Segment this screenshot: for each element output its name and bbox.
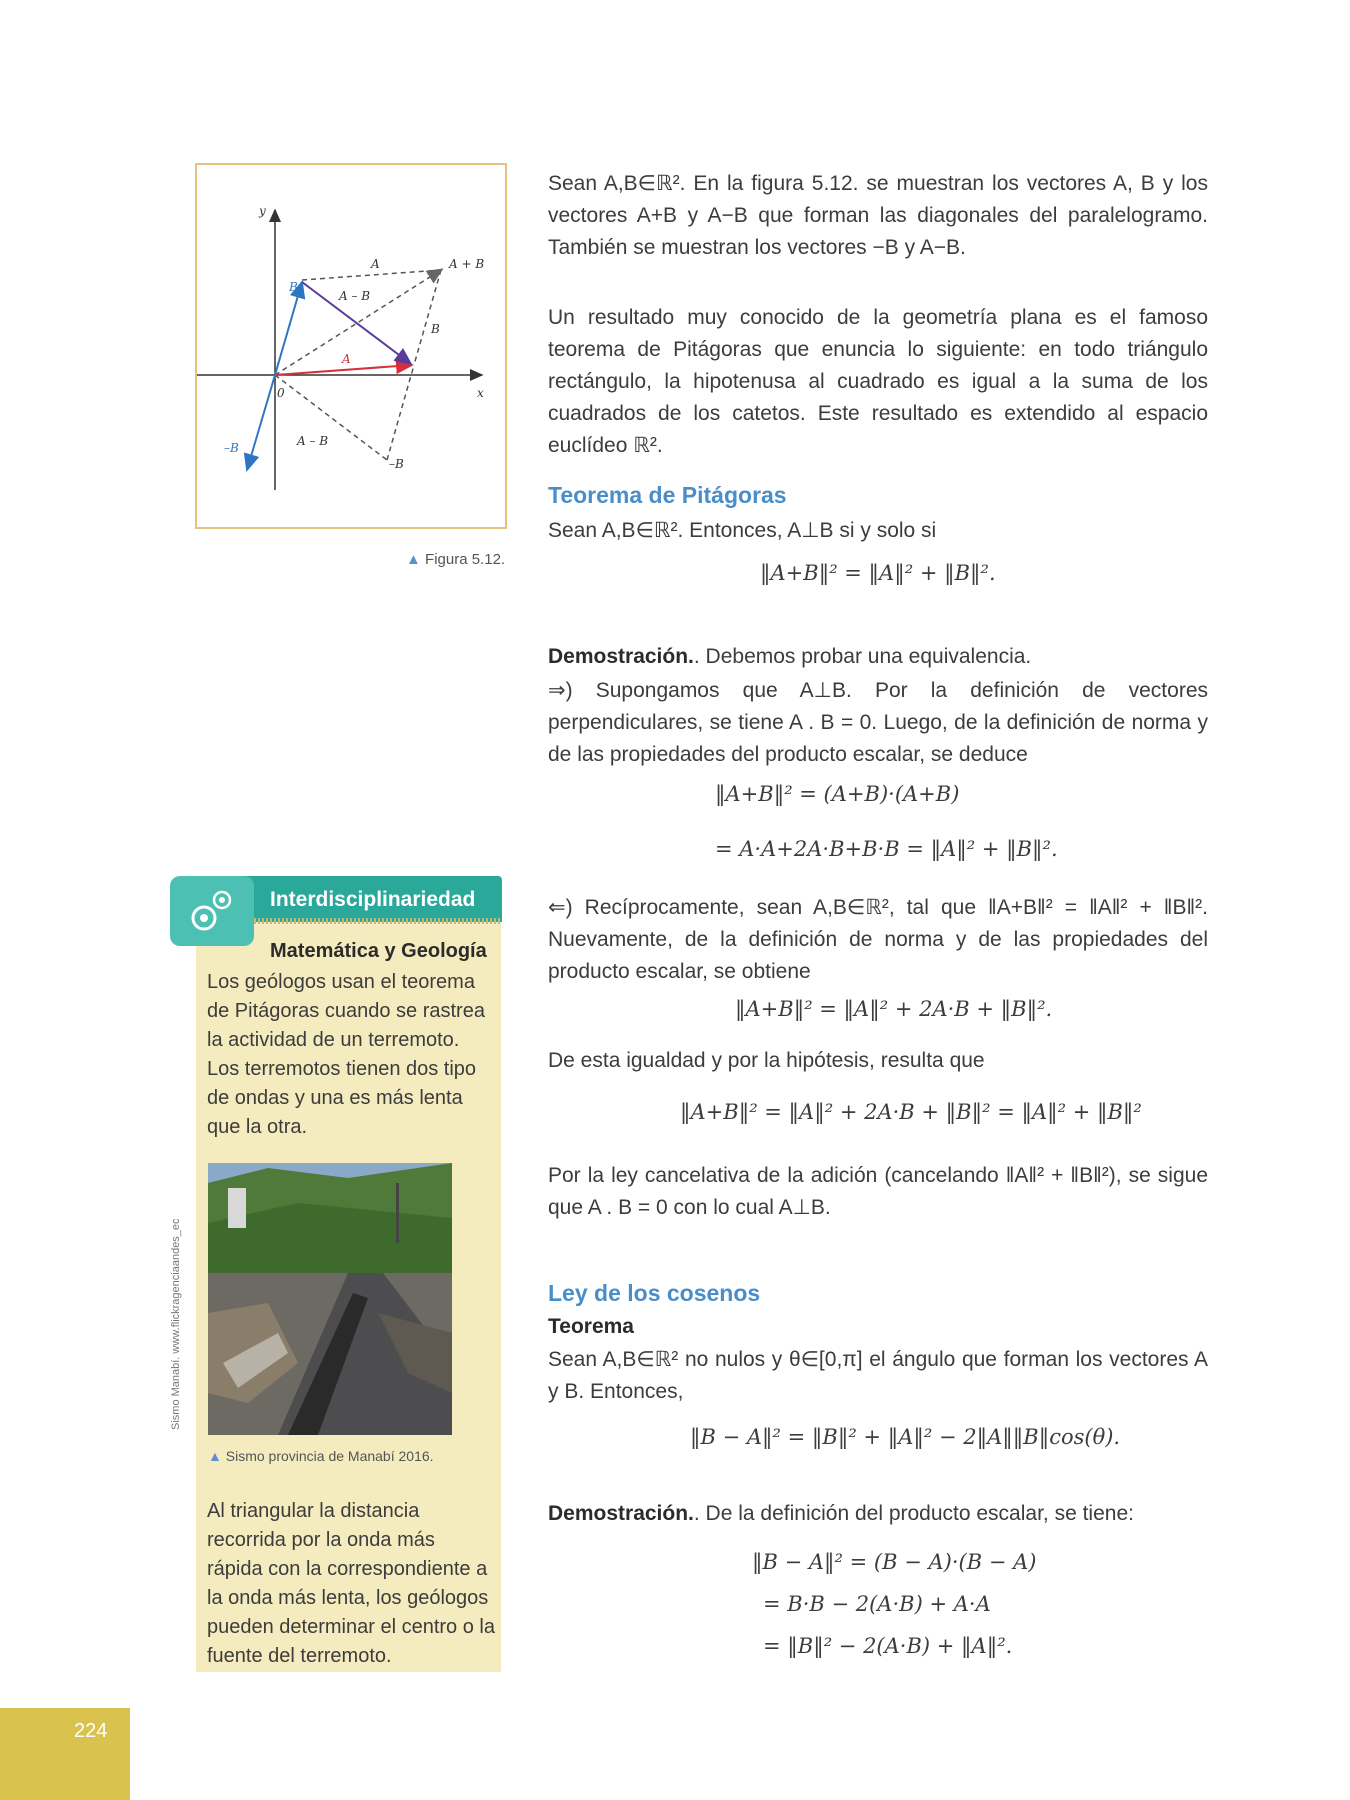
cosenos-equation: ‖B − A‖² = ‖B‖² + ‖A‖² − 2‖A‖‖B‖cos(θ).: [690, 1425, 1121, 1449]
pitagoras-proof-4: De esta igualdad y por la hipótesis, resulta que: [548, 1049, 985, 1072]
figure-5-12: [195, 163, 507, 529]
label-b-right: B: [431, 322, 440, 336]
pitagoras-eq1: ‖A+B‖² = (A+B)·(A+B): [715, 782, 960, 806]
pitagoras-equation: ‖A+B‖² = ‖A‖² + ‖B‖².: [760, 561, 996, 585]
label-b: B: [289, 280, 298, 294]
label-a-minus-b-bottom: A – B: [297, 434, 329, 448]
cosenos-eq3: = ‖B‖² − 2(A·B) + ‖A‖².: [763, 1634, 1013, 1658]
target-icon: [170, 876, 254, 946]
earthquake-photo: [208, 1163, 452, 1435]
sidebar-text-1: Los geólogos usan el teorema de Pitágoras cuando se rastrea la actividad de un terremoto. Los terremotos tienen dos tipo de ondas y una es más lenta que la otra.: [207, 971, 485, 1138]
label-neg-b: –B: [224, 441, 239, 455]
label-a-plus-b: A + B: [449, 257, 485, 271]
figure-caption: ▲ Figura 5.12.: [406, 551, 506, 568]
pitagoras-eq4: ‖A+B‖² = ‖A‖² + 2A·B + ‖B‖² = ‖A‖² + ‖B‖²: [680, 1100, 1142, 1124]
label-y: y: [259, 204, 266, 218]
sidebar-divider: [254, 918, 502, 924]
cosenos-title: Ley de los cosenos: [548, 1280, 761, 1306]
label-a-red: A: [342, 352, 351, 366]
pitagoras-proof-forward: ⇒) Supongamos que A⊥B. Por la definición de vectores perpendiculares, se tiene A . B = 0. Luego, de la definición de norma y de las propiedades del producto escalar, se deduce: [548, 679, 1208, 766]
pitagoras-eq3: ‖A+B‖² = ‖A‖² + 2A·B + ‖B‖².: [735, 997, 1053, 1021]
label-a-top: A: [371, 257, 380, 271]
intro-paragraph-1: Sean A,B∈ℝ². En la figura 5.12. se muestran los vectores A, B y los vectores A+B y A−B que forman las diagonales del paralelogramo. También se muestran los vectores −B y A−B.: [548, 172, 1208, 259]
pitagoras-statement: Sean A,B∈ℝ². Entonces, A⊥B si y solo si: [548, 519, 937, 542]
sidebar-subtitle: Matemática y Geología: [270, 940, 487, 962]
label-origin: 0: [277, 386, 285, 400]
pitagoras-proof-intro: Demostración.. Debemos probar una equivalencia.: [548, 645, 1032, 668]
cosenos-eq2: = B·B − 2(A·B) + A·A: [763, 1592, 991, 1616]
vector-diagram: [197, 165, 505, 527]
label-neg-b-bottom: –B: [389, 457, 404, 471]
triangle-icon: ▲: [406, 551, 421, 568]
sidebar-title: Interdisciplinariedad: [270, 888, 476, 911]
proof-label: Demostración.: [548, 1502, 694, 1525]
photo-credit: Sismo Manabí. www.flickragenciaandes_ec: [170, 1218, 182, 1430]
cosenos-proof-intro: Demostración.. De la definición del producto escalar, se tiene:: [548, 1502, 1134, 1525]
page-number: 224: [74, 1720, 108, 1742]
pitagoras-eq2: = A·A+2A·B+B·B = ‖A‖² + ‖B‖².: [715, 837, 1058, 861]
cosenos-eq1: ‖B − A‖² = (B − A)·(B − A): [752, 1550, 1037, 1574]
label-a-minus-b-top: A – B: [339, 289, 371, 303]
cosenos-statement: Sean A,B∈ℝ² no nulos y θ∈[0,π] el ángulo que forman los vectores A y B. Entonces,: [548, 1348, 1208, 1403]
cosenos-subtitle: Teorema: [548, 1315, 634, 1338]
vector-neg-b: [247, 375, 275, 470]
pitagoras-proof-5: Por la ley cancelativa de la adición (cancelando ‖A‖² + ‖B‖²), se sigue que A . B = 0 con lo cual A⊥B.: [548, 1164, 1208, 1219]
triangle-icon: ▲: [208, 1448, 222, 1464]
photo-caption: ▲ Sismo provincia de Manabí 2016.: [208, 1448, 434, 1464]
label-x: x: [477, 386, 484, 400]
proof-label: Demostración.: [548, 645, 694, 668]
intro-paragraph-2: Un resultado muy conocido de la geometría plana es el famoso teorema de Pitágoras que enuncia lo siguiente: en todo triángulo rectángulo, la hipotenusa al cuadrado es igual a la suma de los cuadrados de los catetos. Este resultado es extendido al espacio euclídeo ℝ².: [548, 306, 1208, 457]
pitagoras-title: Teorema de Pitágoras: [548, 482, 787, 508]
sidebar-text-2: Al triangular la distancia recorrida por la onda más rápida con la correspondiente a la onda más lenta, los geólogos pueden determinar el centro o la fuente del terremoto.: [207, 1500, 495, 1667]
page-footer-band: [0, 1708, 130, 1800]
pitagoras-proof-reverse: ⇐) Recíprocamente, sean A,B∈ℝ², tal que ‖A+B‖² = ‖A‖² + ‖B‖². Nuevamente, de la definición de norma y de las propiedades del producto escalar, se obtiene: [548, 896, 1208, 983]
vector-b: [275, 282, 302, 375]
vector-a: [275, 365, 412, 375]
